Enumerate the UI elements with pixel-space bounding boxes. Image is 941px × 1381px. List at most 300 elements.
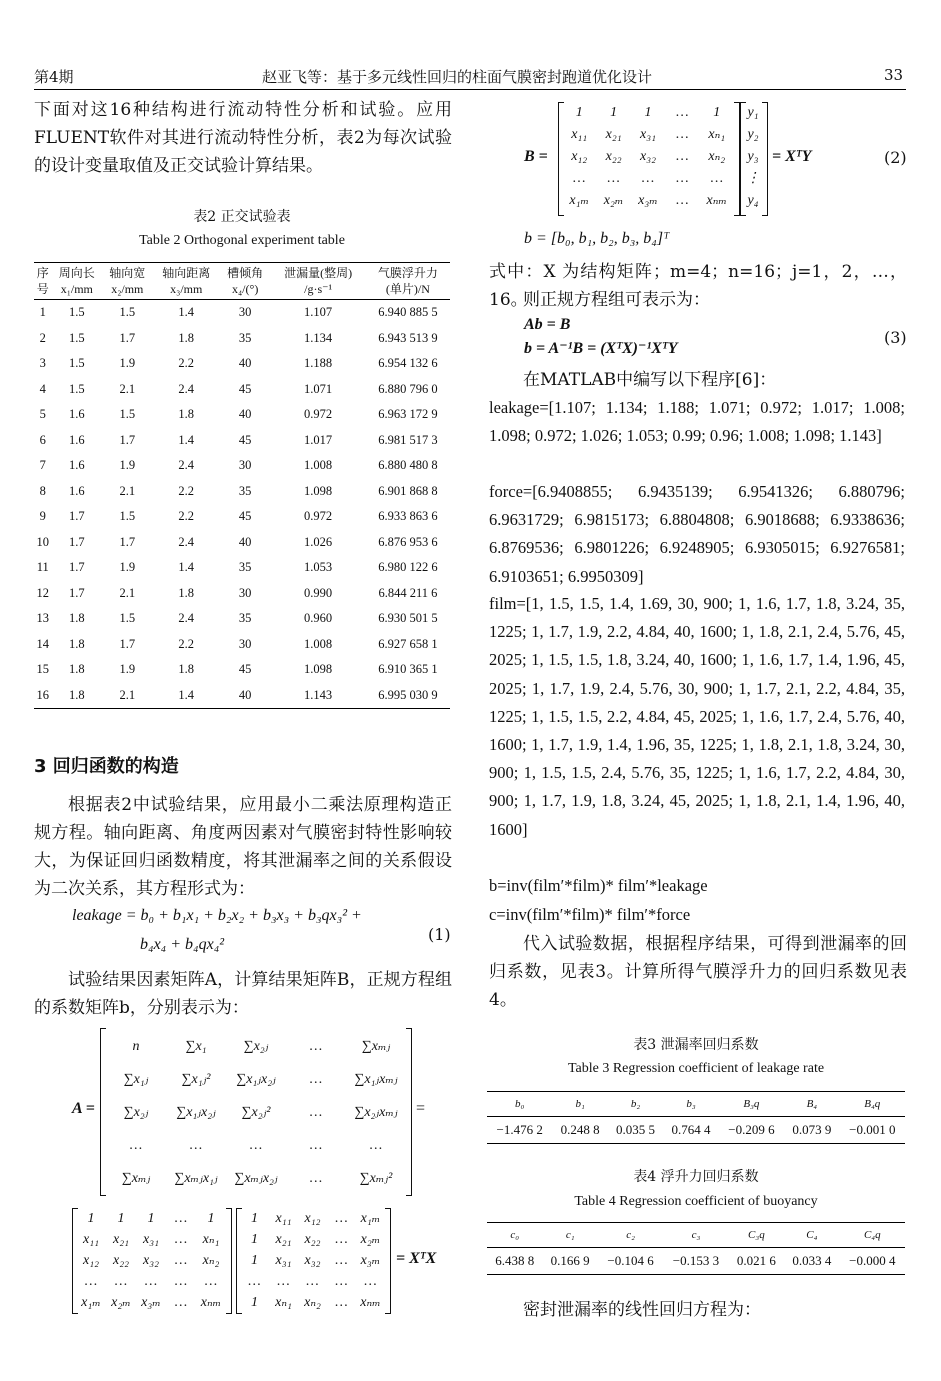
table3-header-row: [487, 1092, 905, 1117]
table3-value-cell: 0.764 4: [663, 1117, 718, 1144]
table4-value-row: [487, 1248, 905, 1275]
table2-cell: 8: [39, 483, 46, 498]
matrix-b-body: [562, 102, 734, 212]
table3-caption-en: Table 3 Regression coefficient of leakage rate: [567, 1061, 825, 1076]
table2-header-cell: [34, 263, 52, 300]
matrix-cell: …: [676, 171, 689, 186]
table4-header-cell: c₀: [487, 1223, 542, 1248]
section3-paragraph2: 试验结果因素矩阵A，计算结果矩阵B，正规方程组的系数矩阵b，分别表示为：: [34, 970, 452, 1018]
matrix-cell: …: [174, 1253, 188, 1268]
matrix-b-label: B =: [524, 148, 548, 165]
table2-cell: 1: [39, 305, 46, 320]
table2-cell: 4: [39, 381, 46, 396]
table2-cell: 6.880 796 0: [378, 381, 438, 396]
matrix-cell: …: [710, 171, 724, 186]
matrix-cell: x₁₁: [275, 1211, 292, 1226]
matrix-cell: xₙ₂: [202, 1253, 220, 1268]
matrix-cell: …: [335, 1232, 348, 1247]
table4-value-cell: −0.153 3: [663, 1248, 728, 1275]
table2-cell: 1.5: [119, 509, 136, 524]
matrix-cell: xₙₘ: [200, 1295, 222, 1310]
matrix-cell: 1: [87, 1211, 95, 1226]
matrix-cell: 1: [251, 1253, 258, 1268]
where-clause: 式中：X 为结构矩阵；m=4；n=16；j=1，2，…，16。: [489, 262, 907, 310]
matrix-a-label: A =: [72, 1100, 95, 1117]
table2-cell: 6.981 517 3: [378, 432, 438, 447]
matrix-cell: x₂₂: [605, 149, 622, 164]
matrix-cell: 1: [575, 105, 583, 120]
table2-cell: 1.134: [304, 330, 333, 345]
table2-header-cell: [153, 263, 220, 300]
table2-cell: 1.9: [119, 560, 136, 575]
table2-cell: 1.5: [119, 611, 136, 626]
table2-cell: 6.963 172 9: [378, 407, 438, 422]
table2-header-row: [34, 263, 450, 300]
matrix-cell: x₂₁: [275, 1232, 292, 1247]
table2-cell: 6.954 132 6: [378, 356, 438, 371]
matrix-cell: x₁₂: [304, 1211, 321, 1226]
matrix-cell: …: [369, 1138, 383, 1153]
matrix-cell: …: [676, 149, 689, 164]
table2-cell: 1.8: [52, 683, 103, 709]
table2-cell: 1.8: [178, 585, 195, 600]
matrix-a-result: = XᵀX: [396, 1250, 437, 1267]
table-row: [34, 402, 450, 428]
matrix-cell: …: [174, 1211, 188, 1226]
table2-cell: 1.7: [119, 432, 136, 447]
matrix-cell: x₂ₘ: [603, 193, 624, 208]
matrix-cell: xₙ₁: [202, 1232, 220, 1247]
table2-cell: 30: [238, 636, 252, 651]
matrix-cell: x₃₂: [143, 1253, 159, 1268]
matrix-cell: 1: [147, 1211, 155, 1226]
matrix-cell: x₃₂: [304, 1253, 321, 1268]
table2-cell: 30: [238, 305, 252, 320]
table2-cell: 2.2: [178, 509, 195, 524]
matrix-cell: …: [249, 1138, 263, 1153]
table4-header-cell: C₄q: [840, 1223, 905, 1248]
table2-cell: 1.098: [304, 483, 333, 498]
table2-cell: 1.8: [178, 407, 195, 422]
table-row: [34, 606, 450, 632]
running-header-page: 33: [884, 66, 904, 84]
table2-cell: 5: [39, 407, 46, 422]
matrix-cell: ∑x₂ⱼ: [123, 1105, 149, 1120]
matrix-cell: n: [132, 1039, 140, 1054]
table2-cell: 1.008: [304, 636, 333, 651]
matrix-cell: x₃ₘ: [141, 1295, 161, 1310]
table2-cell: 1.8: [178, 662, 195, 677]
matrix-cell: …: [306, 1274, 319, 1289]
table2-cell: 6.927 658 1: [378, 636, 438, 651]
table2-cell: 1.9: [119, 356, 136, 371]
table2-cell: 1.7: [68, 585, 85, 600]
table3-value-cell: 0.073 9: [784, 1117, 839, 1144]
matrix-cell: ∑x₁ⱼ²: [181, 1072, 211, 1087]
matrix-cell: x₃ₘ: [360, 1253, 381, 1268]
matrix-cell: x₂₁: [605, 127, 622, 142]
table4-value-cell: −0.000 4: [840, 1248, 905, 1275]
table2-cell: 2.2: [178, 356, 195, 371]
table2-cell: 0.972: [304, 509, 333, 524]
table2-header-text: 泄漏量(整周): [284, 266, 353, 280]
matrix-cell: x₂₁: [113, 1232, 129, 1247]
matrix-cell: ∑x₁ⱼx₂ⱼ: [176, 1105, 216, 1120]
equation3-number: (3): [884, 328, 907, 347]
section3-heading: 3 回归函数的构造: [34, 756, 179, 777]
table2-header-text: 槽倾角: [227, 266, 264, 280]
matrix-cell: …: [129, 1138, 143, 1153]
table2-body: [34, 300, 450, 709]
matrix-cell: xₙₘ: [706, 193, 728, 208]
table2-cell: 1.6: [68, 483, 85, 498]
result-paragraph: 代入试验数据，根据程序结果，可得到泄漏率的回归系数，见表3。计算所得气膜浮升力的回归系数见表4。: [489, 934, 907, 1010]
matrix-cell: x₁ₘ: [569, 193, 590, 208]
matrix-cell: …: [364, 1274, 377, 1289]
table3-value-cell: 0.248 8: [552, 1117, 607, 1144]
matrix-cell: x₃₂: [640, 149, 656, 164]
matrix-cell: x₂ₘ: [111, 1295, 131, 1310]
table2-cell: 0.960: [304, 611, 333, 626]
table2-cell: 3: [39, 356, 46, 371]
table2-cell: 40: [238, 407, 252, 422]
matrix-cell: ∑x₂ⱼxₘⱼ: [354, 1105, 398, 1120]
table2-cell: 7: [39, 458, 46, 473]
matrix-cell: …: [641, 171, 655, 186]
table-row: [34, 632, 450, 658]
table2-header-cell: [270, 263, 365, 300]
table2-cell: 0.990: [304, 585, 333, 600]
table2-header-text: 周向长: [58, 266, 95, 280]
matrix-cell: xₙ₁: [275, 1295, 292, 1310]
table-row: [34, 453, 450, 479]
table2-cell: 1.008: [304, 458, 333, 473]
table-row: [34, 351, 450, 377]
table4-buoyancy-coefficients: [487, 1222, 905, 1275]
header-rule: [34, 89, 906, 90]
table-row: [34, 530, 450, 556]
matrix-cell: x₁₂: [83, 1253, 99, 1268]
table3-caption-cn: 表3 泄漏率回归系数: [633, 1037, 759, 1053]
table2-cell: 2.2: [178, 636, 195, 651]
table2-cell: 6.901 868 8: [378, 483, 438, 498]
matrix-cell: …: [676, 193, 689, 208]
matrix-cell: 1: [207, 1211, 215, 1226]
table2-cell: 1.8: [68, 636, 85, 651]
table2-cell: 40: [220, 683, 271, 709]
table2-cell: 6.910 365 1: [378, 662, 438, 677]
matrix-cell: ∑x₁ⱼ: [123, 1072, 149, 1087]
matrix-cell: …: [309, 1171, 323, 1186]
table2-caption-en: Table 2 Orthogonal experiment table: [139, 233, 345, 248]
matrix-cell: xₙ₂: [708, 149, 726, 164]
table2-cell: 1.107: [304, 305, 333, 320]
matrix-xt-body: [240, 1208, 385, 1313]
table4-value-cell: 0.021 6: [729, 1248, 784, 1275]
matrix-cell: 1: [713, 105, 721, 120]
table2-cell: 2: [39, 330, 46, 345]
table2-header-text: 序: [36, 266, 49, 280]
table2-cell: 2.4: [178, 381, 195, 396]
running-header-title: 赵亚飞等：基于多元线性回归的柱面气膜密封跑道优化设计: [262, 68, 653, 86]
table2-cell: 1.5: [68, 330, 85, 345]
table4-header-row: [487, 1223, 905, 1248]
matrix-cell: x₃₁: [640, 127, 656, 142]
table-row: [34, 581, 450, 607]
table2-cell: 45: [238, 432, 252, 447]
table2-cell: 6.930 501 5: [378, 611, 438, 626]
table2-cell: 2.4: [178, 534, 195, 549]
table2-cell: 1.4: [153, 683, 220, 709]
table2-header-text: x₁/mm: [60, 282, 93, 296]
matrix-cell: 1: [610, 105, 618, 120]
table4-value-cell: −0.104 6: [598, 1248, 663, 1275]
matrix-cell: …: [189, 1138, 203, 1153]
table2-header-text: x₄/(°): [232, 282, 259, 296]
table2-cell: 30: [238, 458, 252, 473]
table3-value-cell: 0.035 5: [608, 1117, 663, 1144]
table2-cell: 1.098: [304, 662, 333, 677]
matrix-cell: …: [248, 1274, 261, 1289]
table2-header-cell: [220, 263, 271, 300]
intro-paragraph: 下面对这16种结构进行流动特性分析和试验。应用FLUENT软件对其进行流动特性分析，表2为每次试验的设计变量取值及正交试验计算结果。: [34, 100, 452, 176]
table2-cell: 14: [36, 636, 50, 651]
table-row: [34, 377, 450, 403]
table2-cell: 0.972: [304, 407, 333, 422]
table-row: [34, 479, 450, 505]
table2-cell: 1.8: [68, 611, 85, 626]
table2-cell: 2.4: [178, 458, 195, 473]
table2-cell: 1.143: [270, 683, 365, 709]
matrix-cell: ⋮: [746, 171, 760, 186]
table2-cell: 35: [238, 560, 252, 575]
matrix-cell: 1: [251, 1232, 258, 1247]
table-row: [34, 428, 450, 454]
matrix-cell: x₃₁: [275, 1253, 292, 1268]
table3-value-cell: −1.476 2: [487, 1117, 552, 1144]
matrix-cell: x₁₂: [571, 149, 588, 164]
table-row: [34, 504, 450, 530]
normal-equation-intro: 则正规方程组可表示为：: [523, 290, 710, 310]
matrix-cell: y₁: [747, 105, 759, 120]
table3-value-cell: −0.209 6: [719, 1117, 784, 1144]
table2-cell: 1.188: [304, 356, 333, 371]
code-force: force=[6.9408855; 6.9435139; 6.9541326; 6.880796; 6.9631729; 6.9815173; 6.8804808; 6.9018688; 6.9338636; 6.8769536; 6.9801226; 6.9248905; 6.9305015; 6.9276581; 6.9103651; 6.9950309]: [489, 482, 905, 586]
table3-header-cell: B₄: [784, 1092, 839, 1117]
table2-caption-cn: 表2 正交试验表: [193, 209, 291, 225]
table2-cell: 35: [238, 483, 252, 498]
matrix-cell: …: [204, 1274, 218, 1289]
table2-cell: 2.1: [119, 483, 136, 498]
table2-cell: 1.8: [178, 330, 195, 345]
table2-cell: 2.4: [178, 611, 195, 626]
matrix-cell: …: [335, 1274, 348, 1289]
table2-cell: 1.6: [68, 407, 85, 422]
table2-cell: 13: [36, 611, 50, 626]
table2-cell: 30: [238, 585, 252, 600]
matrix-cell: ∑x₂ⱼ²: [241, 1105, 271, 1120]
matrix-cell: …: [309, 1072, 323, 1087]
table2-cell: 1.9: [119, 458, 136, 473]
table-row: [34, 657, 450, 683]
matrix-cell: ∑xₘⱼ²: [359, 1171, 393, 1186]
table2-cell: 1.7: [68, 560, 85, 575]
matrix-cell: ∑xₘⱼ: [121, 1171, 151, 1186]
matrix-cell: …: [309, 1138, 323, 1153]
matrix-x-right-bracket: [226, 1208, 232, 1314]
equation3-line2: b = A⁻¹B = (XᵀX)⁻¹XᵀY: [524, 340, 678, 357]
matrix-cell: …: [335, 1295, 348, 1310]
table2-header-text: x₂/mm: [111, 282, 144, 296]
table2-cell: 15: [36, 662, 50, 677]
matrix-cell: ∑x₁ⱼxₘⱼ: [354, 1072, 398, 1087]
table2-cell: 1.5: [68, 305, 85, 320]
matrix-cell: …: [144, 1274, 158, 1289]
matrix-cell: x₁₁: [571, 127, 588, 142]
table2-cell: 1.6: [68, 432, 85, 447]
table2-cell: 6.880 480 8: [378, 458, 438, 473]
table2-cell: 1.017: [304, 432, 333, 447]
table2-cell: 6.995 030 9: [366, 683, 450, 709]
table3-header-cell: B₄q: [840, 1092, 905, 1117]
table2-cell: 1.053: [304, 560, 333, 575]
equation2-number: (2): [884, 148, 907, 167]
table2-cell: 1.4: [178, 560, 195, 575]
matrix-cell: …: [335, 1211, 348, 1226]
table-row: [34, 683, 450, 709]
matrix-cell: …: [114, 1274, 128, 1289]
table2-cell: 40: [238, 534, 252, 549]
matrix-cell: …: [676, 127, 689, 142]
matlab-intro: 在MATLAB中编写以下程序[6]：: [523, 370, 777, 390]
table2-cell: 2.1: [102, 683, 153, 709]
table2-cell: 45: [238, 662, 252, 677]
matrix-cell: …: [174, 1232, 188, 1247]
table2-cell: 6.980 122 6: [378, 560, 438, 575]
table2-cell: 6.844 211 6: [378, 585, 438, 600]
matrix-cell: x₁ₘ: [360, 1211, 381, 1226]
matrix-cell: xₙ₂: [304, 1295, 321, 1310]
matrix-b-result: = XᵀY: [772, 148, 812, 165]
table2-cell: 35: [238, 330, 252, 345]
matrix-cell: 1: [251, 1295, 258, 1310]
code-c: c=inv(film′*film)* film′*force: [489, 905, 691, 924]
matrix-cell: x₁ₘ: [81, 1295, 101, 1310]
table2-cell: 1.6: [68, 458, 85, 473]
table2-cell: 12: [36, 585, 50, 600]
table2-cell: 1.7: [119, 636, 136, 651]
matrix-cell: y₂: [747, 127, 759, 142]
matrix-cell: …: [676, 105, 689, 120]
table2-orthogonal: [34, 262, 450, 709]
matrix-cell: x₃ₘ: [638, 193, 658, 208]
matrix-y-body: [744, 102, 762, 212]
table2-cell: 16: [34, 683, 52, 709]
table2-header-text: 轴向距离: [162, 266, 211, 280]
table3-value-row: [487, 1117, 905, 1144]
matrix-cell: ∑x₁ⱼx₂ⱼ: [236, 1072, 276, 1087]
table3-header-cell: b₀: [487, 1092, 552, 1117]
table2-cell: 1.7: [68, 509, 85, 524]
table2-header-text: (单片)/N: [385, 282, 430, 296]
table2-cell: 2.2: [178, 483, 195, 498]
section3-paragraph1: 根据表2中试验结果，应用最小二乘法原理构造正规方程。轴向距离、角度两因素对气膜密封特性影响较大，为保证回归函数精度，将其泄漏率之间的关系假设为二次关系，其方程形式为：: [34, 795, 452, 899]
matrix-cell: y₄: [747, 193, 759, 208]
table2-cell: 1.8: [68, 662, 85, 677]
matrix-cell: 1: [251, 1211, 258, 1226]
table2-header-text: /g·s⁻¹: [304, 282, 333, 296]
table2-header-cell: [52, 263, 103, 300]
table2-cell: 11: [36, 560, 49, 575]
coefficient-vector-b: b = [b₀, b₁, b₂, b₃, b₄]ᵀ: [524, 230, 670, 247]
table2-cell: 1.026: [304, 534, 333, 549]
matrix-cell: ∑xₘⱼx₁ⱼ: [174, 1171, 218, 1186]
table2-cell: 35: [238, 611, 252, 626]
matrix-cell: …: [277, 1274, 290, 1289]
table4-value-cell: 0.166 9: [542, 1248, 597, 1275]
table2-cell: 1.4: [178, 432, 195, 447]
matrix-a-equals: =: [416, 1100, 426, 1117]
matrix-y-right-bracket: [762, 102, 768, 216]
table3-header-cell: B₃q: [719, 1092, 784, 1117]
matrix-cell: …: [309, 1039, 323, 1054]
table2-cell: 1.5: [119, 305, 136, 320]
matrix-cell: 1: [117, 1211, 125, 1226]
table2-cell: 6.933 863 6: [378, 509, 438, 524]
table-row: [34, 300, 450, 326]
matrix-a-body: [106, 1030, 406, 1195]
matrix-xt-right-bracket: [385, 1208, 391, 1314]
table4-header-cell: C₃q: [729, 1223, 784, 1248]
matrix-cell: …: [84, 1274, 98, 1289]
table4-value-cell: 0.033 4: [784, 1248, 839, 1275]
matrix-x-body: [76, 1208, 226, 1313]
equation1-line1: leakage = b₀ + b₁x₁ + b₂x₂ + b₃x₃ + b₃qx₃² +: [72, 907, 362, 924]
code-film: film=[1, 1.5, 1.5, 1.4, 1.69, 30, 900; 1, 1.6, 1.7, 1.8, 3.24, 35, 1225; 1, 1.7, 1.9, 2.2, 4.84, 40, 1600; 1, 1.8, 2.1, 2.4, 5.76, 45, 2025; 1, 1.5, 1.5, 1.8, 3.24, 40, 1600; 1, 1.6, 1.7, 1.4, 1.96, 45, 2025; 1, 1.7, 1.9, 2.4, 5.76, 30, 900; 1, 1.7, 2.1, 2.2, 4.84, 35, 1225; 1, 1.5, 1.5, 2.2, 4.84, 45, 2025; 1, 1.6, 1.7, 2.4, 5.76, 40, 1600; 1, 1.7, 1.9, 1.4, 1.96, 35, 1225; 1, 1.8, 2.1, 1.8, 3.24, 30, 900; 1, 1.5, 1.5, 2.4, 5.76, 35, 1225; 1, 1.6, 1.7, 2.2, 4.84, 30, 900; 1, 1.7, 1.9, 1.8, 3.24, 45, 2025; 1, 1.8, 2.1, 1.4, 1.96, 40, 1600]: [489, 594, 905, 839]
equation1-line2: b₄x₄ + b₄qx₄²: [140, 936, 225, 953]
table3-header-cell: b₂: [608, 1092, 663, 1117]
table2-cell: 1.4: [178, 305, 195, 320]
matrix-cell: x₂₂: [113, 1253, 129, 1268]
matrix-cell: xₙ₁: [708, 127, 726, 142]
table2-cell: 2.1: [119, 585, 136, 600]
equation3-line1: Ab = B: [524, 316, 571, 333]
matrix-cell: x₃₁: [143, 1232, 159, 1247]
table4-value-cell: 6.438 8: [487, 1248, 542, 1275]
table2-cell: 6: [39, 432, 46, 447]
matrix-cell: …: [572, 171, 586, 186]
matrix-cell: ∑x₂ⱼ: [243, 1039, 269, 1054]
table4-caption-en: Table 4 Regression coefficient of buoyancy: [574, 1194, 818, 1209]
table-row: [34, 555, 450, 581]
table2-cell: 1.5: [119, 407, 136, 422]
matrix-cell: …: [607, 171, 620, 186]
table2-header-cell: [102, 263, 153, 300]
code-leakage: leakage=[1.107; 1.134; 1.188; 1.071; 0.972; 1.017; 1.008; 1.098; 0.972; 1.026; 1.053; 0.99; 0.96; 1.008; 1.098; 1.143]: [489, 398, 905, 446]
matrix-cell: …: [174, 1274, 188, 1289]
matrix-cell: …: [174, 1295, 188, 1310]
table2-cell: 9: [39, 509, 46, 524]
table2-cell: 1.9: [119, 662, 136, 677]
table4-caption-cn: 表4 浮升力回归系数: [633, 1169, 759, 1185]
table4-header-cell: C₄: [784, 1223, 839, 1248]
matrix-cell: ∑xₘⱼx₂ⱼ: [234, 1171, 278, 1186]
table3-leakage-coefficients: [487, 1091, 905, 1144]
matrix-a-right-bracket: [406, 1028, 412, 1196]
matrix-cell: y₃: [747, 149, 759, 164]
matrix-cell: x₂ₘ: [360, 1232, 381, 1247]
table2-header-text: 轴向宽: [109, 266, 146, 280]
